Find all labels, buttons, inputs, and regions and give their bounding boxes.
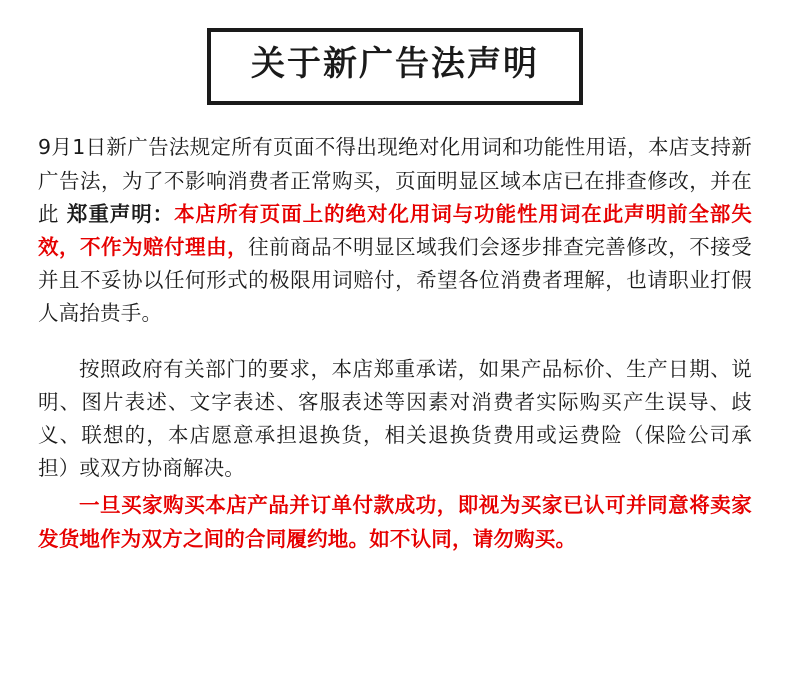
title-box (207, 28, 583, 105)
paragraph-3-red-notice: 一旦买家购买本店产品并订单付款成功，即视为买家已认可并同意将卖家发货地作为双方之间的合同履约地。如不认同，请勿购买。 (38, 493, 752, 551)
paragraph-1-part-4: 往前商品不明显区域我们会逐步排查完善修改，不接受并且不妥协以任何形式的极限用词赔付，希望各位消费者理解，也请职业打假人高抬贵手。 (38, 235, 752, 326)
paragraph-1-red-clause: 本店所有页面上的绝对化用词与功能性用词在此声明前全部失效，不作为赔付理由， (38, 201, 753, 259)
document-body (38, 131, 752, 555)
paragraph-1 (38, 131, 752, 330)
paragraph-1-part-1: 9月1日新广告法规定所有页面不得出现绝对化用词和功能性用语，本店支持新广告法，为了不影响消费者正常购买，页面明显区域本店已在排查修改，并在此 (38, 135, 752, 226)
title-section (38, 0, 752, 105)
paragraph-2: 按照政府有关部门的要求，本店郑重承诺，如果产品标价、生产日期、说明、图片表述、文字表述、客服表述等因素对消费者实际购买产生误导、歧义、联想的，本店愿意承担退换货，相关退换货费用或运费险（保险公司承担）或双方协商解决。 (38, 356, 752, 481)
page-title: 关于新广告法声明 (251, 44, 539, 84)
paragraph-1-emphasis: 郑重声明： (66, 201, 175, 226)
